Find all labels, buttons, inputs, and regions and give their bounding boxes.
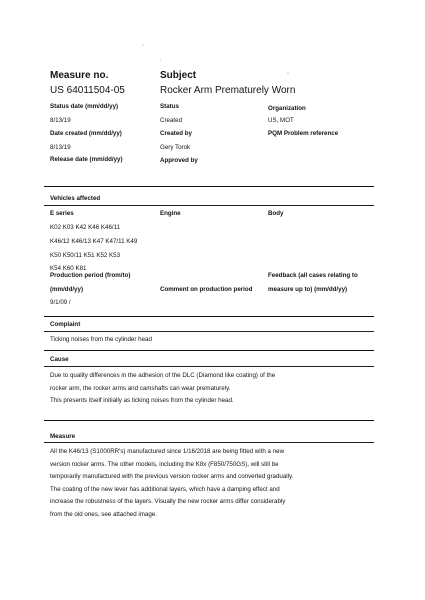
section-divider: [44, 350, 374, 351]
production-period-label: Production period (from/to): [50, 272, 131, 279]
section-divider: [44, 205, 374, 206]
feedback-label-line1: Feedback (all cases relating to: [268, 272, 358, 279]
series-line: K54 K60 K81: [50, 265, 87, 272]
measure-line: The coating of the new lever has additional layers, which have a damping effect and: [50, 485, 280, 493]
organization-value: US, MOT: [268, 117, 294, 124]
vehicles-affected-title: Vehicles affected: [50, 195, 101, 202]
section-divider: [44, 366, 374, 367]
engine-label: Engine: [160, 210, 181, 217]
date-created-value: 8/13/19: [50, 144, 71, 151]
measure-line: increase the robustness of the layers. Visually the new rocker arms differ considerably: [50, 498, 286, 506]
cause-title: Cause: [50, 356, 69, 363]
subject-value: Rocker Arm Prematurely Worn: [160, 85, 296, 96]
release-date-label: Release date (mm/dd/yy): [50, 156, 123, 163]
section-divider: [44, 186, 374, 187]
status-date-label: Status date (mm/dd/yy): [50, 103, 119, 110]
complaint-title: Complaint: [50, 321, 81, 328]
pqm-reference-label: PQM Problem reference: [268, 130, 339, 137]
date-created-label: Date created (mm/dd/yy): [50, 130, 122, 137]
cause-line: This presents itself initially as ticking noises from the cylinder head.: [50, 397, 234, 405]
section-divider: [44, 316, 374, 317]
scan-speck: [142, 44, 144, 46]
scan-speck: [287, 72, 289, 74]
section-divider: [44, 420, 374, 421]
measure-line: temporarily manufactured with the previous version rocker arms and converted gradually.: [50, 473, 294, 481]
status-label: Status: [160, 103, 179, 110]
section-divider: [44, 331, 374, 332]
status-date-value: 8/13/19: [50, 117, 71, 124]
production-period-value: 9/1/09 /: [50, 299, 71, 306]
series-line: K02 K03 K42 K46 K46/11: [50, 224, 121, 231]
e-series-label: E series: [50, 210, 74, 217]
scan-speck: [160, 58, 161, 61]
feedback-label-line2: measure up to) (mm/dd/yy): [268, 286, 348, 293]
complaint-text: Ticking noises from the cylinder head: [50, 336, 152, 343]
measure-line: All the K46/13 (S1000RR's) manufactured since 1/16/2018 are being fitted with a new: [50, 448, 285, 455]
section-divider: [44, 442, 374, 443]
status-value: Created: [160, 117, 183, 124]
created-by-value: Gery Torok: [160, 144, 191, 151]
body-label: Body: [268, 210, 284, 217]
measure-line: version rocker arms. The other models, including the K8x (F850/750GS), will still be: [50, 460, 279, 468]
approved-by-label: Approved by: [160, 157, 198, 164]
measure-text: [50, 446, 293, 522]
created-by-label: Created by: [160, 130, 192, 137]
comment-production-label: Comment on production period: [160, 286, 253, 293]
measure-no-value: US 64011504-05: [50, 85, 125, 96]
measure-line: from the old ones, see attached image.: [50, 510, 157, 518]
subject-label: Subject: [160, 70, 197, 81]
cause-line: rocker arm, the rocker arms and camshafts can wear prematurely.: [50, 384, 231, 392]
series-line: K50 K50/11 K51 K52 K53: [50, 252, 121, 259]
production-period-unit: (mm/dd/yy): [50, 286, 84, 293]
organization-label: Organization: [268, 105, 306, 112]
cause-text: [50, 370, 275, 408]
measure-title: Measure: [50, 433, 76, 440]
series-line: K46/12 K46/13 K47 K47/11 K49: [50, 238, 138, 245]
cause-line: Due to quality differences in the adhesion of the DLC (Diamond like coating) of the: [50, 372, 276, 379]
measure-no-label: Measure no.: [50, 70, 109, 81]
